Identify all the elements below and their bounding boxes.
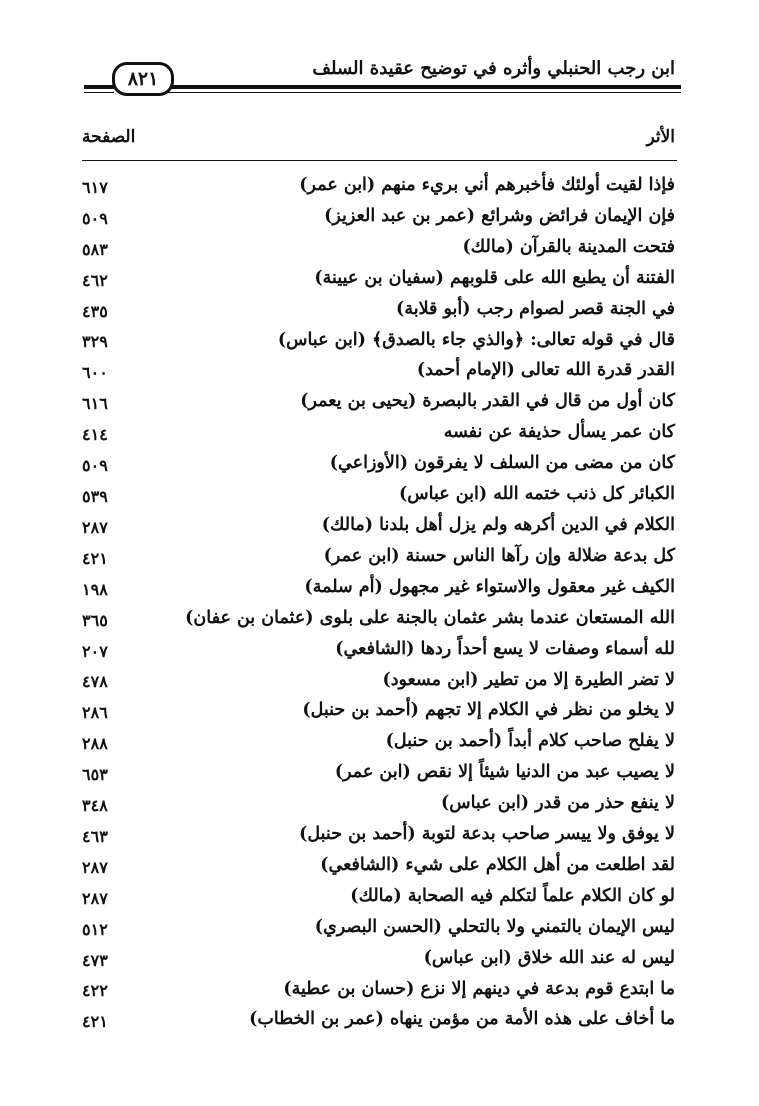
row-text: كان أول من قال في القدر بالبصرة (يحيى بن يعمر): [300, 391, 675, 412]
table-row: [82, 479, 675, 510]
row-text: فإن الإيمان فرائض وشرائع (عمر بن عبد العزيز): [324, 205, 675, 226]
row-text: لا يوفق ولا ييسر صاحب بدعة لتوبة (أحمد بن حنبل): [299, 824, 675, 845]
row-page: ٤١٤: [82, 425, 108, 445]
row-text: لا يفلح صاحب كلام أبداً (أحمد بن حنبل): [385, 731, 675, 752]
row-text: في الجنة قصر لصوام رجب (أبو قلابة): [396, 298, 675, 319]
table-row: [82, 417, 675, 448]
row-text: فإذا لقيت أولئك فأخبرهم أني بريء منهم (ابن عمر): [299, 175, 675, 195]
row-page: ٤٣٥: [82, 301, 108, 321]
row-page: ١٩٨: [82, 579, 108, 599]
table-row: [82, 850, 675, 881]
row-page: ٢٨٧: [82, 517, 108, 537]
row-text: فتحت المدينة بالقرآن (مالك): [462, 236, 675, 257]
row-page: ٢٨٦: [82, 703, 108, 723]
table-row: [82, 695, 675, 726]
row-text: لو كان الكلام علماً لتكلم فيه الصحابة (مالك): [350, 885, 675, 906]
row-page: ٥١٢: [82, 919, 108, 939]
row-text: لله أسماء وصفات لا يسع أحداً ردها (الشافعي): [335, 638, 675, 659]
row-text: الله المستعان عندما بشر عثمان بالجنة على بلوى (عثمان بن عفان): [185, 607, 675, 628]
row-page: ٥٠٩: [82, 456, 108, 476]
row-page: ٦١٧: [82, 177, 108, 197]
row-text: لا تضر الطيرة إلا من تطير (ابن مسعود): [382, 669, 675, 690]
row-page: ٢٨٧: [82, 888, 108, 908]
row-text: لا ينفع حذر من قدر (ابن عباس): [440, 793, 675, 814]
row-page: ٥٨٣: [82, 239, 108, 259]
row-page: ٥٠٩: [82, 208, 108, 228]
row-text: لا يخلو من نظر في الكلام إلا تجهم (أحمد بن حنبل): [302, 700, 675, 721]
row-page: ٣٢٩: [82, 332, 108, 352]
row-page: ٤٦٢: [82, 270, 108, 290]
header-rule-thick: [165, 85, 681, 89]
row-text: كان من مضى من السلف لا يفرقون (الأوزاعي): [329, 453, 675, 474]
row-page: ٢٠٧: [82, 641, 108, 661]
row-text: ما ابتدع قوم بدعة في دينهم إلا نزع (حسان بن عطية): [283, 978, 675, 999]
table-row: [82, 819, 675, 850]
table-row: [82, 294, 675, 325]
row-page: ٢٨٨: [82, 734, 108, 754]
row-text: الكيف غير معقول والاستواء غير مجهول (أم سلمة): [304, 576, 675, 597]
row-page: ٤٢١: [82, 1012, 108, 1032]
row-text: لقد اطلعت من أهل الكلام على شيء (الشافعي): [320, 854, 675, 875]
index-table: [82, 170, 675, 1035]
header-rule-left-thin: [84, 92, 114, 93]
column-header-page: الصفحة: [82, 127, 136, 147]
row-page: ٣٤٨: [82, 796, 108, 816]
row-page: ٣٦٥: [82, 610, 108, 630]
table-row: [82, 881, 675, 912]
row-text: الكلام في الدين أكرهه ولم يزل أهل بلدنا (مالك): [321, 514, 675, 535]
table-row: [82, 541, 675, 572]
table-row: [82, 263, 675, 294]
table-row: [82, 912, 675, 943]
table-row: [82, 201, 675, 232]
row-text: كل بدعة ضلالة وإن رآها الناس حسنة (ابن عمر): [323, 545, 675, 566]
row-page: ٦٠٠: [82, 363, 108, 383]
table-row: [82, 1004, 675, 1035]
row-page: ٤٢١: [82, 548, 108, 568]
row-text: الفتنة أن يطبع الله على قلوبهم (سفيان بن عيينة): [314, 267, 675, 288]
row-page: ٤٧٨: [82, 672, 108, 692]
table-row: [82, 232, 675, 263]
column-header-athar: الأثر: [646, 127, 675, 147]
row-text: القدر قدرة الله تعالى (الإمام أحمد): [416, 360, 675, 381]
header-rule-thin: [165, 92, 681, 93]
row-text: الكبائر كل ذنب ختمه الله (ابن عباس): [399, 484, 675, 505]
running-header-title: ابن رجب الحنبلي وأثره في توضيح عقيدة السلف: [312, 58, 675, 79]
row-text: ليس الإيمان بالتمني ولا بالتحلي (الحسن البصري): [314, 916, 675, 937]
table-row: [82, 448, 675, 479]
row-page: ٤٦٣: [82, 826, 108, 846]
table-row: [82, 943, 675, 974]
table-row: [82, 603, 675, 634]
table-row: [82, 788, 675, 819]
table-row: [82, 726, 675, 757]
row-page: ٢٨٧: [82, 857, 108, 877]
table-row: [82, 325, 675, 356]
table-row: [82, 386, 675, 417]
table-row: [82, 974, 675, 1005]
row-page: ٦٥٣: [82, 765, 108, 785]
column-header-rule: [82, 160, 677, 161]
table-row: [82, 757, 675, 788]
row-page: ٦١٦: [82, 394, 108, 414]
table-row: [82, 170, 675, 201]
row-text: قال في قوله تعالى: ﴿والذي جاء بالصدق﴾ (ابن عباس): [277, 329, 675, 350]
row-text: كان عمر يسأل حذيفة عن نفسه: [443, 422, 675, 443]
header-rule-left-thick: [84, 85, 114, 89]
row-text: ليس له عند الله خلاق (ابن عباس): [423, 947, 675, 968]
table-row: [82, 510, 675, 541]
row-page: ٤٢٢: [82, 981, 108, 1001]
row-text: ما أخاف على هذه الأمة من مؤمن ينهاه (عمر بن الخطاب): [249, 1009, 675, 1030]
row-page: ٤٧٣: [82, 950, 108, 970]
page-number-badge: ٨٢١: [112, 62, 174, 96]
table-row: [82, 355, 675, 386]
table-row: [82, 572, 675, 603]
row-text: لا يصيب عبد من الدنيا شيئاً إلا نقص (ابن عمر): [334, 762, 675, 783]
table-row: [82, 665, 675, 696]
table-row: [82, 634, 675, 665]
row-page: ٥٣٩: [82, 486, 108, 506]
